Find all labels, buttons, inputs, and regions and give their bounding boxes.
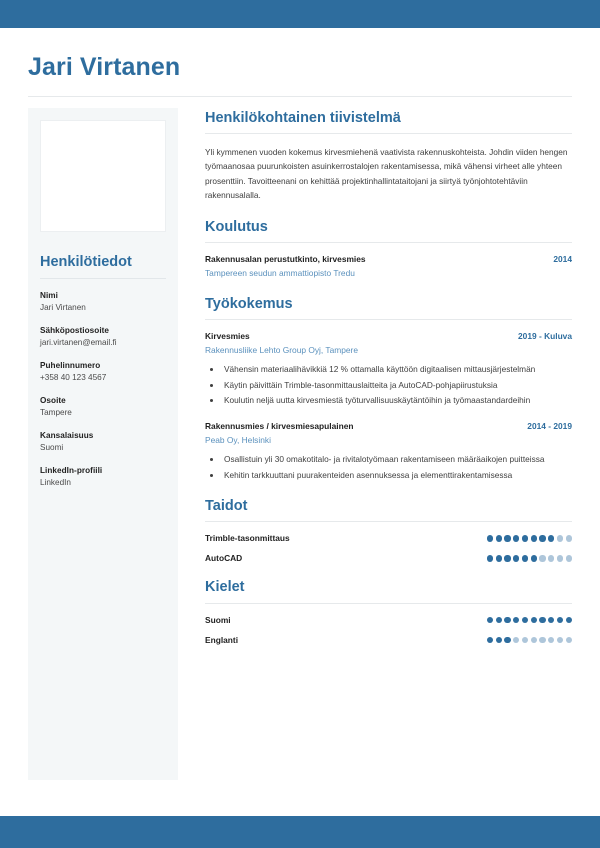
rating-dot-empty [566, 535, 572, 541]
info-label: Puhelinnumero [40, 360, 101, 370]
info-item-email [40, 325, 166, 349]
sidebar [28, 108, 178, 780]
list-item: • Vähensin materiaalihävikkiä 12 % ottamalla käyttöön digitaalisen mittausjärjestelmän [222, 363, 572, 376]
rating-dot-filled [496, 555, 502, 561]
section-divider [205, 319, 572, 320]
content-columns [28, 108, 572, 780]
rating-dot-filled [487, 637, 493, 643]
section-experience [205, 296, 572, 482]
rating-dot-filled [504, 555, 510, 561]
rating-dot-filled [531, 617, 537, 623]
entry-subtitle: Peab Oy, Helsinki [205, 434, 271, 445]
entry-header [205, 331, 572, 343]
info-item-nimi [40, 290, 166, 314]
language-label: Englanti [205, 634, 239, 645]
rating-dot-empty [557, 555, 563, 561]
summary-text: Yli kymmenen vuoden kokemus kirvesmiehenä vaativista rakennuskohteista. Johdin viiden hengen työmaanosaa puurunkoisten asuinkerrostalojen rakentamisessa, mikä vähensi virheet alle yhteen prosenttiin. Tavoitteenani on kehittää projektinhallintataitojani ja siirtyä työnjohtotehtäviin rakennusalalla. [205, 146, 568, 201]
section-heading-education: Koulutus [205, 218, 268, 235]
section-heading-experience: Työkokemus [205, 295, 293, 312]
rating-dot-filled [539, 617, 545, 623]
entry-header [205, 254, 572, 266]
list-item: • Käytin päivittäin Trimble-tasonmittauslaitteita ja AutoCAD-pohjapiirustuksia [222, 379, 572, 392]
name-divider [28, 96, 572, 97]
rating-dot-filled [557, 617, 563, 623]
info-label: Nimi [40, 290, 58, 300]
section-skills [205, 498, 572, 563]
rating-dot-filled [504, 637, 510, 643]
list-item: • Osallistuin yli 30 omakotitalo- ja rivitalotyömaan rakentamiseen määräaikojen puitteissa [222, 453, 572, 466]
info-value: Suomi [40, 442, 64, 452]
rating-dot-filled [504, 535, 510, 541]
rating-dot-filled [496, 637, 502, 643]
experience-entry [205, 331, 572, 408]
rating-dot-empty [548, 555, 554, 561]
rating-dot-empty [566, 637, 572, 643]
entry-date: 2014 - 2019 [527, 420, 572, 431]
rating-dot-filled [513, 535, 519, 541]
section-divider [205, 603, 572, 604]
rating-dot-filled [566, 617, 572, 623]
sidebar-heading-personal-details: Henkilötiedot [40, 253, 132, 270]
bottom-accent-bar [0, 816, 600, 848]
rating-dot-filled [504, 617, 510, 623]
info-value[interactable]: jari.virtanen@email.fi [40, 337, 117, 347]
skill-row [205, 553, 572, 563]
rating-dot-filled [531, 535, 537, 541]
rating-dot-filled [548, 535, 554, 541]
rating-dot-filled [513, 617, 519, 623]
info-item-address [40, 395, 166, 419]
rating-dot-filled [531, 555, 537, 561]
top-accent-bar [0, 0, 600, 28]
name-block [28, 28, 572, 97]
info-value: +358 40 123 4567 [40, 372, 107, 382]
rating-dot-filled [522, 535, 528, 541]
profile-photo-placeholder [40, 120, 166, 232]
info-label: LinkedIn-profiili [40, 465, 103, 475]
rating-dot-empty [539, 555, 545, 561]
entry-bullet-list [205, 363, 572, 407]
section-languages [205, 579, 572, 644]
main-content [178, 108, 572, 645]
sidebar-heading-divider [40, 278, 166, 279]
list-item: • Kehitin tarkkuuttani puurakenteiden asennuksessa ja elementtirakentamisessa [222, 469, 572, 482]
entry-title: Rakennusmies / kirvesmiesapulainen [205, 420, 354, 431]
entry-bullet-list [205, 453, 572, 482]
language-row [205, 615, 572, 625]
info-item-linkedin [40, 465, 166, 489]
info-item-phone [40, 360, 166, 384]
rating-dot-empty [513, 637, 519, 643]
experience-entry [205, 421, 572, 482]
info-item-nationality [40, 430, 166, 454]
rating-dot-empty [531, 637, 537, 643]
rating-dot-empty [522, 637, 528, 643]
info-value[interactable]: LinkedIn [40, 477, 71, 487]
language-rating-dots [487, 617, 572, 623]
entry-date: 2014 [553, 254, 572, 265]
section-heading-summary: Henkilökohtainen tiivistelmä [205, 109, 401, 126]
skill-row [205, 533, 572, 543]
rating-dot-filled [548, 617, 554, 623]
entry-title: Kirvesmies [205, 331, 250, 342]
section-education [205, 219, 572, 280]
rating-dot-empty [557, 535, 563, 541]
section-summary [205, 110, 572, 203]
info-value: Jari Virtanen [40, 302, 86, 312]
rating-dot-filled [513, 555, 519, 561]
info-value: Tampere [40, 407, 72, 417]
rating-dot-filled [487, 535, 493, 541]
info-label: Sähköpostiosoite [40, 325, 110, 335]
rating-dot-empty [557, 637, 563, 643]
list-item: • Koulutin neljä uutta kirvesmiestä työturvallisuuskäytäntöihin ja työmaastandardeihin [222, 394, 572, 407]
rating-dot-filled [496, 617, 502, 623]
entry-subtitle: Rakennusliike Lehto Group Oyj, Tampere [205, 344, 359, 355]
page-body [0, 28, 600, 816]
rating-dot-filled [496, 535, 502, 541]
skill-rating-dots [487, 535, 572, 541]
entry-title: Rakennusalan perustutkinto, kirvesmies [205, 254, 366, 265]
entry-subtitle: Tampereen seudun ammattiopisto Tredu [205, 268, 355, 279]
language-rating-dots [487, 637, 572, 643]
section-heading-skills: Taidot [205, 498, 248, 515]
rating-dot-empty [566, 555, 572, 561]
rating-dot-filled [539, 535, 545, 541]
page-title: Jari Virtanen [28, 53, 181, 81]
rating-dot-empty [539, 637, 545, 643]
rating-dot-filled [522, 555, 528, 561]
rating-dot-filled [487, 555, 493, 561]
entry-header [205, 421, 572, 433]
section-divider [205, 521, 572, 522]
section-heading-languages: Kielet [205, 579, 245, 596]
language-label: Suomi [205, 614, 231, 625]
rating-dot-filled [522, 617, 528, 623]
skill-label: AutoCAD [205, 553, 243, 564]
language-row [205, 635, 572, 645]
rating-dot-empty [548, 637, 554, 643]
entry-date: 2019 - Kuluva [518, 331, 572, 342]
rating-dot-filled [487, 617, 493, 623]
section-divider [205, 133, 572, 134]
skill-rating-dots [487, 555, 572, 561]
education-entry [205, 254, 572, 279]
info-label: Osoite [40, 395, 66, 405]
info-label: Kansalaisuus [40, 430, 94, 440]
skill-label: Trimble-tasonmittaus [205, 533, 290, 544]
section-divider [205, 242, 572, 243]
